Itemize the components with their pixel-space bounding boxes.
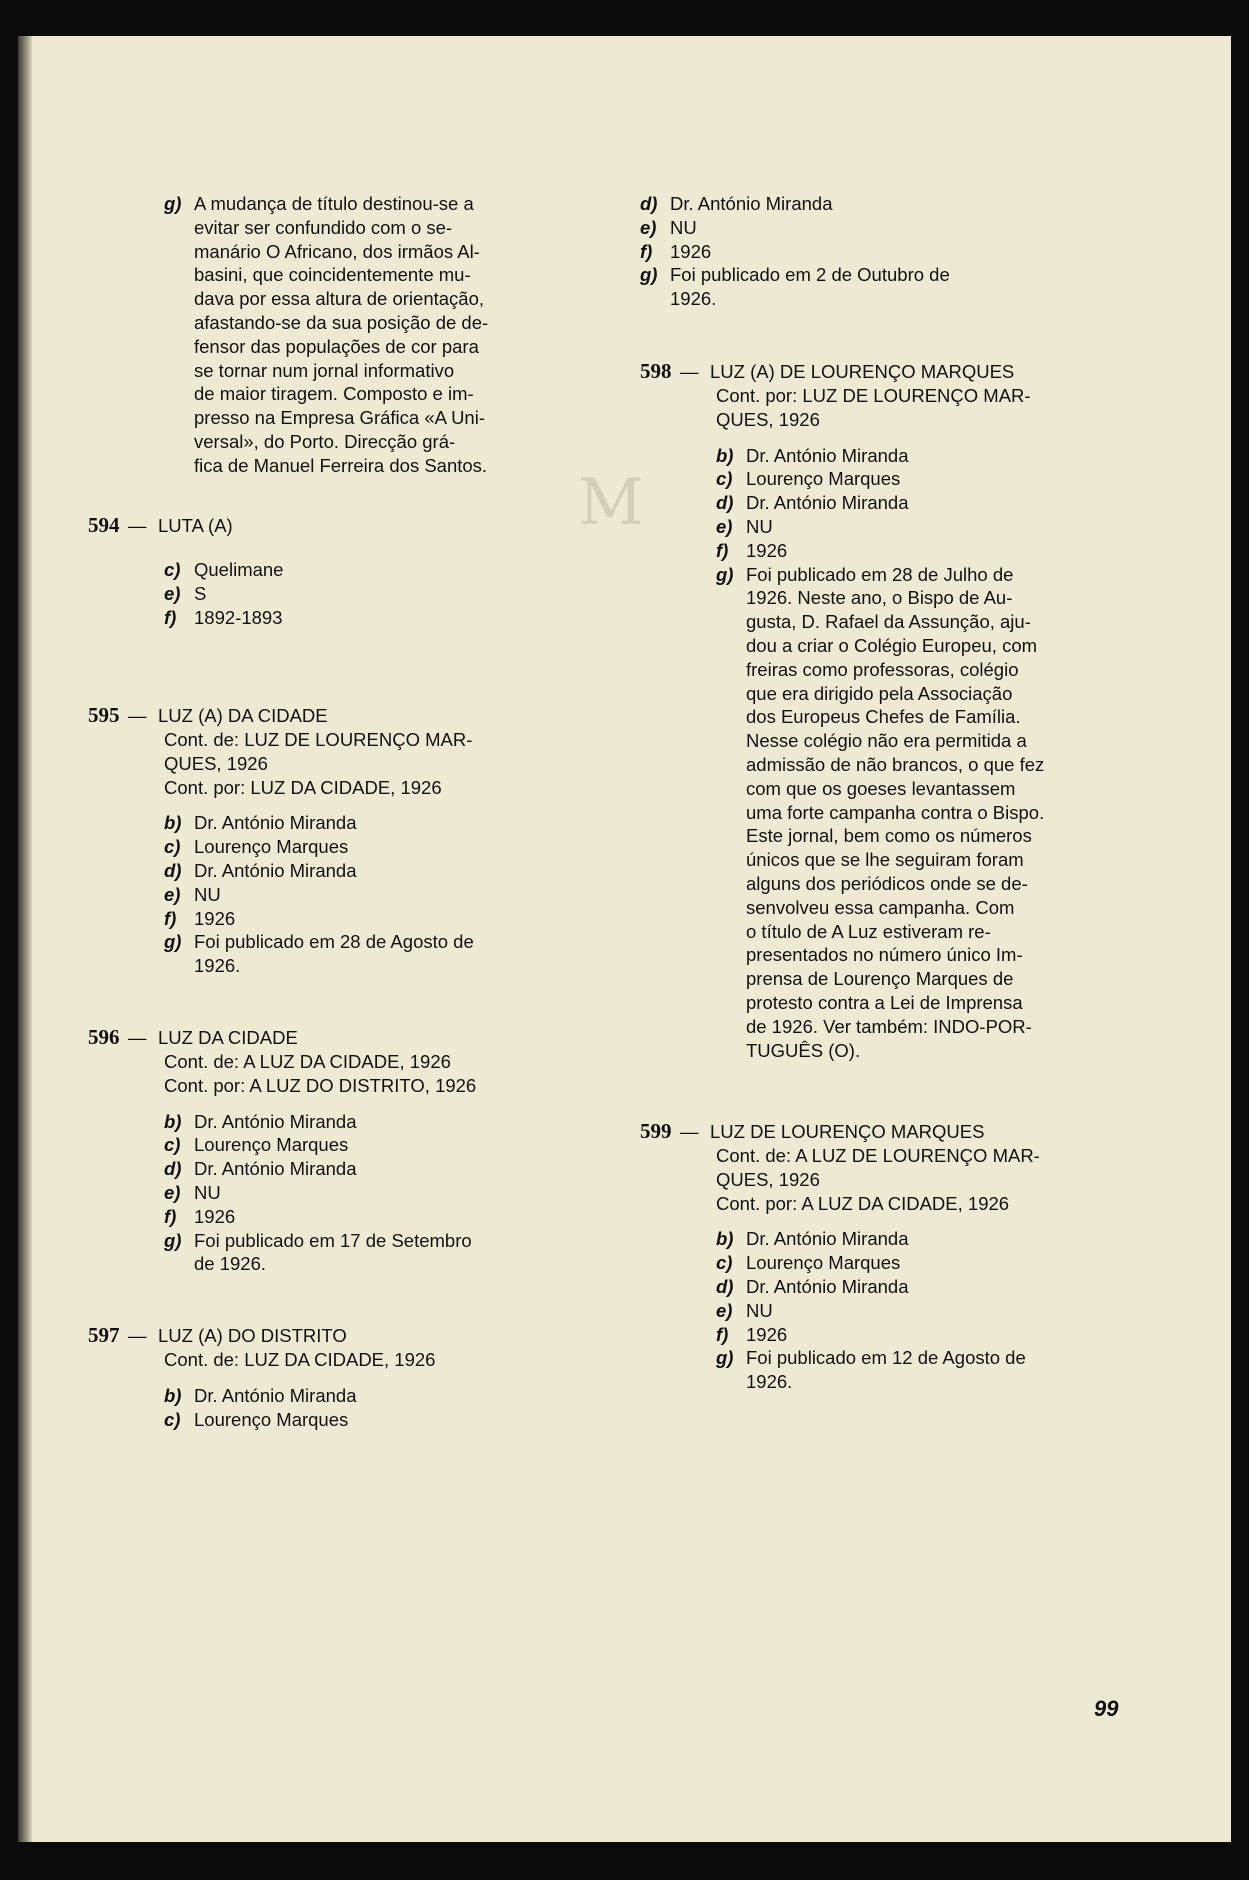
entry-fields xyxy=(640,1227,1135,1394)
continuation-notes xyxy=(88,728,568,799)
field-row xyxy=(88,835,568,859)
field-label: g) xyxy=(716,1347,734,1369)
field-value: Lourenço Marques xyxy=(746,468,901,490)
entry-title: LUTA (A) xyxy=(158,515,233,536)
paragraph-line: Foi publicado em 28 de Julho de xyxy=(746,563,1014,585)
field-value: Foi publicado em 28 de Agosto de xyxy=(194,931,474,953)
paragraph-line: fica de Manuel Ferreira dos Santos. xyxy=(194,454,488,476)
field-value: Dr. António Miranda xyxy=(746,492,909,514)
field-label: c) xyxy=(716,1252,733,1274)
field-label: f) xyxy=(164,606,177,628)
entry-598 xyxy=(640,360,1135,1062)
continuation-line: Cont. de: A LUZ DA CIDADE, 1926 xyxy=(164,1051,451,1072)
paragraph-line: presso na Empresa Gráfica «A Uni- xyxy=(194,407,485,429)
field-value: 1926 xyxy=(194,1205,236,1227)
field-row xyxy=(640,515,1135,539)
continuation-line: QUES, 1926 xyxy=(716,1168,820,1190)
entry-593-g-paragraph xyxy=(88,192,568,478)
entry-dash: — xyxy=(128,705,147,726)
entry-fields xyxy=(564,192,1059,311)
entry-dash: — xyxy=(128,515,147,536)
field-row xyxy=(88,1384,568,1408)
field-value: Dr. António Miranda xyxy=(194,1158,357,1180)
field-label: e) xyxy=(716,515,733,537)
field-label: g) xyxy=(640,264,658,286)
field-row xyxy=(88,1181,568,1205)
field-label: f) xyxy=(164,907,177,929)
field-label: f) xyxy=(716,539,729,561)
field-value: Foi publicado em 17 de Setembro xyxy=(194,1229,472,1251)
field-label: g) xyxy=(716,563,734,585)
field-value: Foi publicado em 2 de Outubro de xyxy=(670,264,950,286)
field-row xyxy=(88,859,568,883)
paragraph-line: evitar ser confundido com o se- xyxy=(194,216,453,238)
paragraph-line: dos Europeus Chefes de Família. xyxy=(746,706,1021,728)
field-row xyxy=(564,216,1059,240)
page-spine-shadow xyxy=(18,36,32,1842)
field-row xyxy=(640,539,1135,563)
continuation-line: Cont. de: LUZ DA CIDADE, 1926 xyxy=(164,1349,436,1370)
field-row xyxy=(88,954,568,978)
field-row xyxy=(88,907,568,931)
entry-dash: — xyxy=(128,1027,147,1048)
field-label: b) xyxy=(164,1110,182,1132)
entry-title: LUZ (A) DO DISTRITO xyxy=(158,1325,347,1346)
field-value: 1926 xyxy=(670,240,712,262)
entry-number: 597 xyxy=(88,1323,120,1347)
field-row xyxy=(640,1346,1135,1370)
paragraph-text xyxy=(88,192,568,478)
field-row xyxy=(88,1133,568,1157)
field-value: 1926. xyxy=(670,288,717,310)
field-label: c) xyxy=(164,836,181,858)
paragraph-line: que era dirigido pela Associação xyxy=(746,682,1013,704)
paragraph-line: freiras como professoras, colégio xyxy=(746,658,1019,680)
field-label: e) xyxy=(640,216,657,238)
field-value: Dr. António Miranda xyxy=(746,1228,909,1250)
entry-598-g-paragraph xyxy=(640,563,1135,1063)
field-row xyxy=(640,467,1135,491)
field-label: d) xyxy=(716,492,734,514)
paragraph-line: uma forte campanha contra o Bispo. xyxy=(746,801,1045,823)
entry-heading xyxy=(640,1120,1135,1144)
paragraph-line: basini, que coincidentemente mu- xyxy=(194,264,471,286)
paragraph-line: Nesse colégio não era permitida a xyxy=(746,730,1027,752)
field-label: g) xyxy=(164,193,182,214)
paragraph-line: prensa de Lourenço Marques de xyxy=(746,968,1014,990)
book-page xyxy=(18,36,1231,1842)
field-value: NU xyxy=(194,883,221,905)
field-row xyxy=(640,1275,1135,1299)
paragraph-line: com que os goeses levantassem xyxy=(746,777,1016,799)
field-row xyxy=(564,192,1059,216)
continuation-line: Cont. por: A LUZ DO DISTRITO, 1926 xyxy=(164,1074,477,1096)
entry-dash: — xyxy=(128,1325,147,1346)
paragraph-line: únicos que se lhe seguiram foram xyxy=(746,849,1024,871)
paragraph-line: A mudança de título destinou-se a xyxy=(194,193,474,214)
field-row xyxy=(88,883,568,907)
field-label: d) xyxy=(716,1275,734,1297)
field-row xyxy=(88,1408,568,1432)
entry-dash: — xyxy=(680,1121,699,1142)
field-row xyxy=(88,582,568,606)
paragraph-line: fensor das populações de cor para xyxy=(194,335,479,357)
field-label: c) xyxy=(164,1408,181,1430)
field-value: 1892-1893 xyxy=(194,606,283,628)
field-label: c) xyxy=(164,1134,181,1156)
paragraph-line: se tornar num jornal informativo xyxy=(194,359,455,381)
paragraph-line: Este jornal, bem como os números xyxy=(746,825,1032,847)
entry-599 xyxy=(640,1120,1135,1394)
field-row xyxy=(640,444,1135,468)
entry-dash: — xyxy=(680,361,699,382)
field-row xyxy=(88,558,568,582)
entry-number: 599 xyxy=(640,1119,672,1143)
field-row xyxy=(640,1227,1135,1251)
entry-597-continued xyxy=(564,192,1059,311)
entry-fields xyxy=(88,1110,568,1277)
field-row xyxy=(640,1299,1135,1323)
field-row xyxy=(88,1229,568,1253)
entry-heading xyxy=(88,1324,568,1348)
field-label: f) xyxy=(640,240,653,262)
field-row xyxy=(88,606,568,630)
field-label: f) xyxy=(164,1205,177,1227)
field-label: b) xyxy=(716,1228,734,1250)
paragraph-line: o título de A Luz estiveram re- xyxy=(746,920,991,942)
entry-597 xyxy=(88,1324,568,1431)
field-value: NU xyxy=(746,515,773,537)
continuation-line: QUES, 1926 xyxy=(716,408,820,430)
entry-number: 594 xyxy=(88,513,120,537)
continuation-line: QUES, 1926 xyxy=(164,752,268,774)
continuation-notes xyxy=(640,384,1135,432)
entry-number: 598 xyxy=(640,359,672,383)
field-row xyxy=(640,1323,1135,1347)
entry-fields xyxy=(88,1384,568,1432)
field-row xyxy=(640,1370,1135,1394)
field-value: NU xyxy=(746,1299,773,1321)
paragraph-line: presentados no número único Im- xyxy=(746,944,1023,966)
field-value: NU xyxy=(670,216,697,238)
paragraph-line: alguns dos periódicos onde se de- xyxy=(746,872,1028,894)
entry-heading xyxy=(640,360,1135,384)
field-value: Foi publicado em 12 de Agosto de xyxy=(746,1347,1026,1369)
field-row xyxy=(88,1205,568,1229)
field-label: c) xyxy=(716,468,733,490)
field-label: c) xyxy=(164,559,181,580)
paragraph-line: versal», do Porto. Direcção grá- xyxy=(194,430,456,452)
field-value: 1926 xyxy=(746,1323,788,1345)
field-label: e) xyxy=(164,582,181,604)
field-label: e) xyxy=(164,883,181,905)
continuation-notes xyxy=(88,1348,568,1372)
entry-fields xyxy=(640,444,1135,563)
entry-heading xyxy=(88,704,568,728)
paragraph-line: senvolveu essa campanha. Com xyxy=(746,896,1015,918)
field-label: d) xyxy=(164,859,182,881)
field-label: f) xyxy=(716,1323,729,1345)
continuation-notes xyxy=(640,1144,1135,1215)
continuation-line: Cont. de: LUZ DE LOURENÇO MAR- xyxy=(164,729,473,750)
paragraph-line: gusta, D. Rafael da Assunção, aju- xyxy=(746,611,1031,633)
field-value: Dr. António Miranda xyxy=(194,812,357,834)
paragraph-line: protesto contra a Lei de Imprensa xyxy=(746,991,1023,1013)
entry-fields xyxy=(88,811,568,978)
field-row xyxy=(88,811,568,835)
entry-number: 596 xyxy=(88,1025,120,1049)
field-label: e) xyxy=(164,1181,181,1203)
field-value: 1926 xyxy=(194,907,236,929)
paragraph-line: 1926. Neste ano, o Bispo de Au- xyxy=(746,587,1013,609)
field-row xyxy=(640,1251,1135,1275)
entry-596 xyxy=(88,1026,568,1276)
field-value: Dr. António Miranda xyxy=(194,1110,357,1132)
continuation-line: Cont. por: LUZ DE LOURENÇO MAR- xyxy=(716,385,1031,406)
field-label: g) xyxy=(164,931,182,953)
field-row xyxy=(564,263,1059,287)
entry-heading xyxy=(88,514,568,538)
field-row xyxy=(640,491,1135,515)
field-value: Quelimane xyxy=(194,559,284,580)
entry-594 xyxy=(88,514,568,629)
field-value: Dr. António Miranda xyxy=(746,1275,909,1297)
field-value: de 1926. xyxy=(194,1253,267,1275)
page-number: 99 xyxy=(1094,1696,1119,1721)
paragraph-line: de maior tiragem. Composto e im- xyxy=(194,383,474,405)
field-row xyxy=(88,930,568,954)
bleed-through-letter: M xyxy=(578,466,644,540)
field-row xyxy=(564,287,1059,311)
field-value: Lourenço Marques xyxy=(194,1408,349,1430)
field-label: b) xyxy=(716,444,734,466)
entry-title: LUZ (A) DE LOURENÇO MARQUES xyxy=(710,361,1015,382)
field-label: b) xyxy=(164,1384,182,1406)
entry-title: LUZ (A) DA CIDADE xyxy=(158,705,328,726)
field-row xyxy=(564,240,1059,264)
field-label: d) xyxy=(640,193,658,214)
field-value: Dr. António Miranda xyxy=(194,1384,357,1406)
entry-595 xyxy=(88,704,568,978)
field-value: S xyxy=(194,582,207,604)
field-value: Dr. António Miranda xyxy=(194,859,357,881)
paragraph-line: afastando-se da sua posição de de- xyxy=(194,311,489,333)
entry-fields xyxy=(88,558,568,629)
continuation-line: Cont. por: LUZ DA CIDADE, 1926 xyxy=(164,776,442,798)
paragraph-line: dou a criar o Colégio Europeu, com xyxy=(746,634,1038,656)
field-value: NU xyxy=(194,1181,221,1203)
field-value: Dr. António Miranda xyxy=(670,193,833,214)
paragraph-line: dava por essa altura de orientação, xyxy=(194,288,485,310)
entry-number: 595 xyxy=(88,703,120,727)
field-value: Lourenço Marques xyxy=(194,836,349,858)
field-label: e) xyxy=(716,1299,733,1321)
field-label: b) xyxy=(164,812,182,834)
continuation-line: Cont. de: A LUZ DE LOURENÇO MAR- xyxy=(716,1145,1040,1166)
field-value: 1926. xyxy=(194,955,241,977)
field-row xyxy=(88,1110,568,1134)
paragraph-text xyxy=(640,563,1135,1063)
paragraph-line: de 1926. Ver também: INDO-POR- xyxy=(746,1015,1032,1037)
field-value: 1926. xyxy=(746,1371,793,1393)
field-value: Lourenço Marques xyxy=(194,1134,349,1156)
entry-title: LUZ DE LOURENÇO MARQUES xyxy=(710,1121,985,1142)
field-row xyxy=(88,1157,568,1181)
field-value: 1926 xyxy=(746,539,788,561)
field-row xyxy=(88,1252,568,1276)
field-label: d) xyxy=(164,1158,182,1180)
paragraph-line: admissão de não brancos, o que fez xyxy=(746,753,1045,775)
field-value: Dr. António Miranda xyxy=(746,444,909,466)
entry-heading xyxy=(88,1026,568,1050)
paragraph-line: manário O Africano, dos irmãos Al- xyxy=(194,240,480,262)
entry-title: LUZ DA CIDADE xyxy=(158,1027,298,1048)
paragraph-line: TUGUÊS (O). xyxy=(746,1039,861,1061)
field-value: Lourenço Marques xyxy=(746,1252,901,1274)
continuation-line: Cont. por: A LUZ DA CIDADE, 1926 xyxy=(716,1192,1010,1214)
field-label: g) xyxy=(164,1229,182,1251)
continuation-notes xyxy=(88,1050,568,1098)
